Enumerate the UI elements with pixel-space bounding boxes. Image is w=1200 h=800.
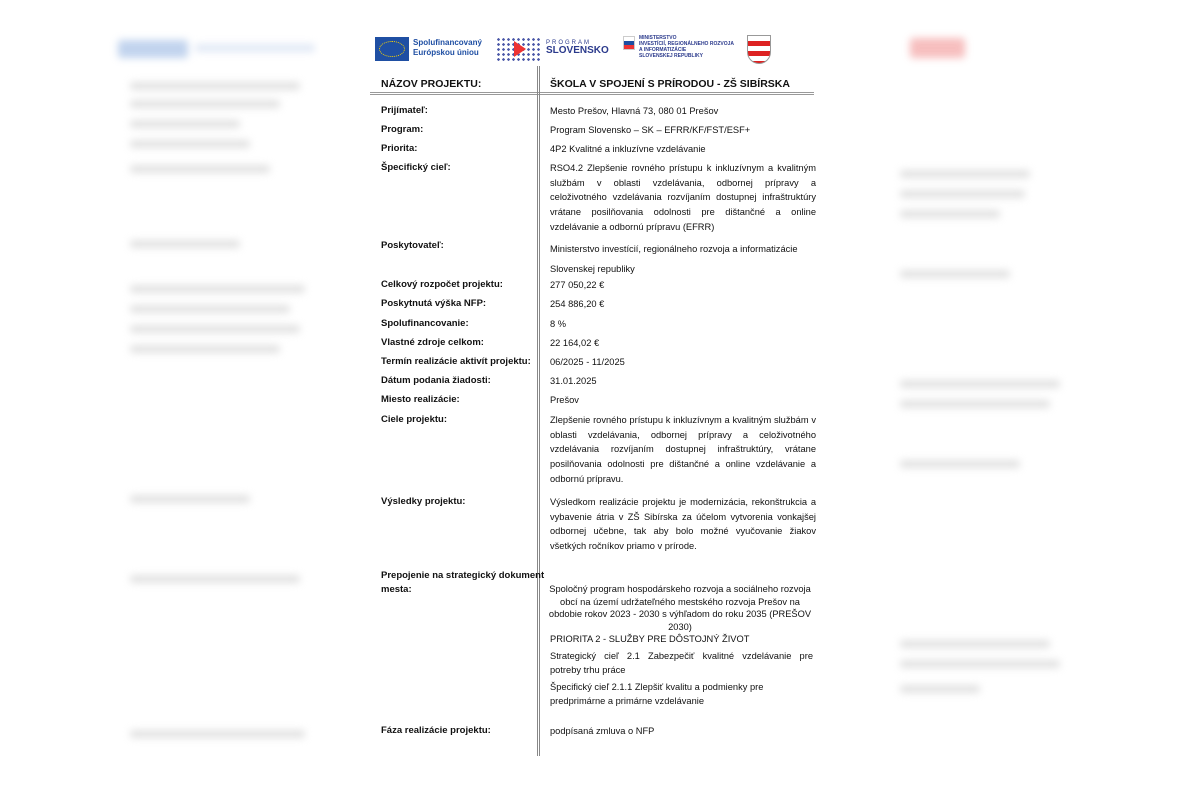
row-value: 277 050,22 € (550, 280, 605, 290)
row-label: Fáza realizácie projektu: (381, 725, 491, 736)
row-label: Ciele projektu: (381, 414, 447, 425)
eu-logo-text: Spolufinancovaný Európskou úniou (413, 38, 482, 57)
row-value: 4P2 Kvalitné a inkluzívne vzdelávanie (550, 144, 706, 154)
row-label: Špecifický cieľ: (381, 162, 451, 173)
row-value: 31.01.2025 (550, 376, 597, 386)
row-label: Program: (381, 124, 424, 135)
logo-bar (320, 34, 880, 68)
row-label: Dátum podania žiadosti: (381, 375, 491, 386)
project-name-value: ŠKOLA V SPOJENÍ S PRÍRODOU - ZŠ SIBÍRSKA (550, 78, 790, 90)
row-value: Zlepšenie rovného prístupu k inkluzívnym a kvalitným službám v oblasti vzdelávania, odbornej prípravy a celoživotného vzdelávania rozvíjaním dostupnej infraštruktúry, vrátane posilňovania odolnosti pre dištančné a online vzdelávanie a odbornú prípravu. (550, 415, 816, 484)
row-value: Spoločný program hospodárskeho rozvoja a sociálneho rozvoja obcí na území udržateľného mestského rozvoja Prešov na obdobie rokov 2023 - 2030 s výhľadom do roku 2035 (PREŠOV 2030) PRIORITA 2 - SLUŽBY PRE DÔSTOJNÝ ŽIVOT Strategický cieľ 2.1 Zabezpečiť kvalitné vzdelávanie pre potreby trhu práce Špecifický cieľ 2.1.1 Zlepšiť kvalitu a podmienky pre predprimárne a primárne vzdelávanie (548, 584, 813, 706)
row-value: 8 % (550, 319, 567, 329)
row-label: Celkový rozpočet projektu: (381, 279, 503, 290)
row-label: Miesto realizácie: (381, 394, 460, 405)
project-info-document (320, 0, 880, 800)
row-label: Prijímateľ: (381, 105, 428, 116)
ministry-logo-text: MINISTERSTVO INVESTÍCIÍ, REGIONÁLNEHO ROZVOJA A INFORMATIZÁCIE SLOVENSKEJ REPUBLIKY (639, 35, 735, 59)
row-value: 254 886,20 € (550, 299, 605, 309)
row-label: Poskytovateľ: (381, 240, 444, 251)
row-value: podpísaná zmluva o NFP (550, 726, 655, 736)
row-label: Termín realizácie aktivít projektu: (381, 356, 531, 367)
row-label: Prepojenie na strategický dokument mesta: (381, 570, 545, 595)
project-name-label: NÁZOV PROJEKTU: (381, 78, 482, 90)
program-slovensko-logo-icon (496, 37, 542, 61)
program-slovensko-logo: PROGRAM SLOVENSKO (546, 40, 609, 56)
eu-flag-icon (375, 37, 409, 61)
row-value: Výsledkom realizácie projektu je modernizácia, rekonštrukcia a vybavenie átria v ZŠ Sibírska za účelom vytvorenia vonkajšej odbornej učebne, tak aby bolo možné vyučovanie žiakov všetkých ročníkov priamo v prírode. (550, 497, 816, 552)
row-value: 22 164,02 € (550, 338, 600, 348)
row-label: Výsledky projektu: (381, 496, 466, 507)
project-title-row (370, 72, 814, 95)
row-value: Prešov (550, 395, 579, 405)
row-value: RSO4.2 Zlepšenie rovného prístupu k inkluzívnym a kvalitným službám v oblasti vzdelávania, odbornej prípravy a celoživotného vzdelávania rozvíjaním dostupnej infraštruktúry vrátane posilňovania odolnosti pre dištančné a online vzdelávanie a odbornú prípravu (EFRR) (550, 163, 816, 232)
row-value: Ministerstvo investícií, regionálneho rozvoja a informatizácie Slovenskej republiky (550, 244, 798, 274)
row-label: Priorita: (381, 143, 418, 154)
presov-crest-icon (747, 35, 771, 64)
row-label: Spolufinancovanie: (381, 318, 469, 329)
row-label: Poskytnutá výška NFP: (381, 298, 487, 309)
row-label: Vlastné zdroje celkom: (381, 337, 484, 348)
slovak-coat-of-arms-icon (623, 36, 635, 50)
row-value: Mesto Prešov, Hlavná 73, 080 01 Prešov (550, 106, 719, 116)
row-value: Program Slovensko – SK – EFRR/KF/FST/ESF+ (550, 125, 751, 135)
row-value: 06/2025 - 11/2025 (550, 357, 625, 367)
